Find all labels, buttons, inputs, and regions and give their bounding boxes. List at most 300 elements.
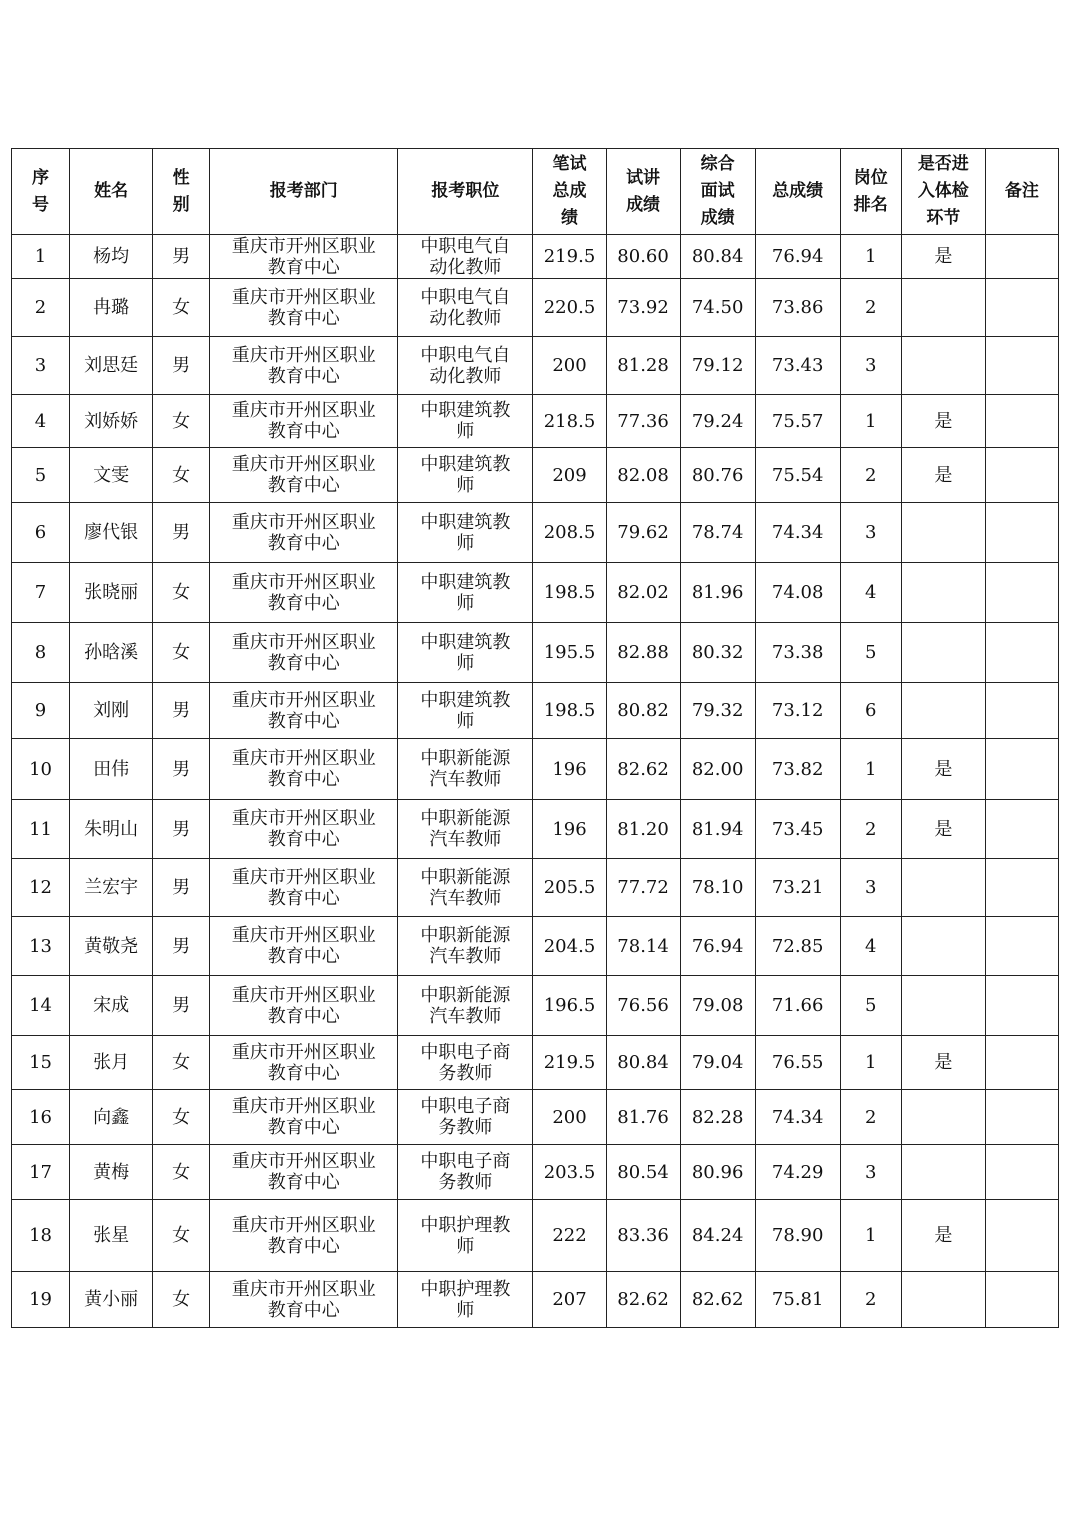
cell-dept-line: 重庆市开州区职业 bbox=[231, 235, 376, 257]
cell-note bbox=[985, 563, 1058, 623]
cell-lecture-score: 81.28 bbox=[606, 337, 680, 395]
cell-total-score: 76.94 bbox=[755, 235, 840, 279]
table-row bbox=[12, 623, 1059, 683]
cell-gender: 男 bbox=[153, 337, 210, 395]
cell-physical-exam: 是 bbox=[901, 1036, 985, 1090]
cell-dept-line: 重庆市开州区职业 bbox=[231, 1041, 376, 1063]
cell-no: 17 bbox=[12, 1145, 70, 1200]
cell-dept-line: 重庆市开州区职业 bbox=[231, 748, 376, 769]
cell-lecture-score: 82.02 bbox=[606, 563, 680, 623]
cell-name: 兰宏宇 bbox=[70, 859, 153, 917]
header-label-line: 绩 bbox=[561, 208, 578, 228]
cell-position-line: 务教师 bbox=[438, 1117, 493, 1138]
cell-no: 5 bbox=[12, 448, 70, 503]
table-header-row bbox=[12, 149, 1059, 235]
cell-rank: 1 bbox=[840, 1200, 901, 1272]
cell-interview-score: 79.08 bbox=[680, 976, 755, 1036]
cell-note bbox=[985, 623, 1058, 683]
header-label-line: 综合 bbox=[700, 154, 735, 174]
cell-dept bbox=[210, 976, 398, 1036]
cell-name: 朱明山 bbox=[70, 800, 153, 859]
cell-dept bbox=[210, 859, 398, 917]
cell-name: 刘刚 bbox=[70, 683, 153, 739]
table-row bbox=[12, 859, 1059, 917]
cell-name: 文雯 bbox=[70, 448, 153, 503]
header-label-line: 试讲 bbox=[626, 167, 661, 188]
cell-dept-line: 教育中心 bbox=[267, 307, 340, 329]
cell-name: 刘娇娇 bbox=[70, 395, 153, 448]
header-position bbox=[398, 149, 533, 235]
cell-dept-line: 重庆市开州区职业 bbox=[231, 984, 376, 1006]
cell-position bbox=[398, 1272, 533, 1328]
cell-note bbox=[985, 395, 1058, 448]
header-name bbox=[70, 149, 153, 235]
cell-note bbox=[985, 1145, 1058, 1200]
cell-dept bbox=[210, 563, 398, 623]
table-row bbox=[12, 563, 1059, 623]
cell-dept-line: 重庆市开州区职业 bbox=[231, 286, 376, 308]
cell-total-score: 76.55 bbox=[755, 1036, 840, 1090]
cell-name: 孙晗溪 bbox=[70, 623, 153, 683]
cell-rank: 1 bbox=[840, 739, 901, 800]
cell-gender: 女 bbox=[153, 395, 210, 448]
cell-dept bbox=[210, 917, 398, 976]
cell-position bbox=[398, 395, 533, 448]
cell-lecture-score: 80.84 bbox=[606, 1036, 680, 1090]
cell-physical-exam: 是 bbox=[901, 395, 985, 448]
cell-lecture-score: 76.56 bbox=[606, 976, 680, 1036]
cell-name: 宋成 bbox=[70, 976, 153, 1036]
cell-position-line: 汽车教师 bbox=[429, 769, 502, 790]
cell-position-line: 务教师 bbox=[438, 1172, 493, 1193]
cell-dept-line: 重庆市开州区职业 bbox=[231, 866, 376, 888]
header-label-line: 排名 bbox=[853, 194, 888, 215]
cell-rank: 3 bbox=[840, 1145, 901, 1200]
cell-rank: 2 bbox=[840, 800, 901, 859]
cell-lecture-score: 80.60 bbox=[606, 235, 680, 279]
cell-position-line: 师 bbox=[456, 1299, 475, 1321]
cell-physical-exam bbox=[901, 1145, 985, 1200]
header-label-line: 总成绩 bbox=[772, 181, 824, 201]
cell-no: 19 bbox=[12, 1272, 70, 1328]
cell-written-score: 207 bbox=[533, 1272, 606, 1328]
cell-no: 4 bbox=[12, 395, 70, 448]
cell-dept bbox=[210, 1145, 398, 1200]
cell-note bbox=[985, 1036, 1058, 1090]
cell-total-score: 71.66 bbox=[755, 976, 840, 1036]
cell-position-line: 中职电气自 bbox=[420, 235, 511, 257]
results-table bbox=[11, 148, 1059, 1328]
header-rank bbox=[840, 149, 901, 235]
cell-rank: 3 bbox=[840, 503, 901, 563]
cell-rank: 1 bbox=[840, 235, 901, 279]
cell-dept-line: 重庆市开州区职业 bbox=[231, 1151, 376, 1172]
cell-position-line: 师 bbox=[456, 475, 475, 496]
cell-position-line: 中职新能源 bbox=[420, 925, 511, 946]
cell-no: 18 bbox=[12, 1200, 70, 1272]
cell-position-line: 师 bbox=[456, 652, 475, 674]
cell-written-score: 220.5 bbox=[533, 279, 606, 337]
cell-name: 张月 bbox=[70, 1036, 153, 1090]
cell-rank: 5 bbox=[840, 623, 901, 683]
table-row bbox=[12, 235, 1059, 279]
cell-position-line: 中职电气自 bbox=[420, 286, 511, 308]
cell-dept-line: 教育中心 bbox=[267, 475, 340, 496]
cell-interview-score: 82.28 bbox=[680, 1090, 755, 1145]
header-label-line: 报考职位 bbox=[431, 181, 500, 201]
cell-gender: 女 bbox=[153, 623, 210, 683]
cell-dept bbox=[210, 235, 398, 279]
cell-dept bbox=[210, 800, 398, 859]
cell-position-line: 中职新能源 bbox=[420, 748, 511, 769]
cell-dept bbox=[210, 395, 398, 448]
cell-interview-score: 79.32 bbox=[680, 683, 755, 739]
header-label-line: 号 bbox=[32, 194, 50, 215]
cell-position bbox=[398, 859, 533, 917]
table-row bbox=[12, 976, 1059, 1036]
cell-note bbox=[985, 1200, 1058, 1272]
cell-rank: 1 bbox=[840, 395, 901, 448]
cell-dept-line: 重庆市开州区职业 bbox=[231, 1096, 376, 1117]
header-label-line: 是否进 bbox=[917, 154, 969, 174]
cell-written-score: 198.5 bbox=[533, 683, 606, 739]
cell-dept bbox=[210, 279, 398, 337]
cell-total-score: 73.43 bbox=[755, 337, 840, 395]
table-row bbox=[12, 395, 1059, 448]
cell-note bbox=[985, 235, 1058, 279]
cell-position bbox=[398, 235, 533, 279]
cell-note bbox=[985, 503, 1058, 563]
cell-physical-exam bbox=[901, 917, 985, 976]
cell-name: 黄敬尧 bbox=[70, 917, 153, 976]
table-row bbox=[12, 337, 1059, 395]
cell-dept bbox=[210, 1036, 398, 1090]
table-row bbox=[12, 1145, 1059, 1200]
cell-dept-line: 教育中心 bbox=[267, 946, 340, 967]
cell-position-line: 中职新能源 bbox=[420, 866, 511, 888]
cell-gender: 男 bbox=[153, 683, 210, 739]
cell-interview-score: 80.32 bbox=[680, 623, 755, 683]
cell-dept-line: 重庆市开州区职业 bbox=[231, 1278, 376, 1300]
cell-dept-line: 重庆市开州区职业 bbox=[231, 400, 376, 421]
cell-dept-line: 教育中心 bbox=[267, 769, 340, 790]
cell-written-score: 208.5 bbox=[533, 503, 606, 563]
header-label-line: 笔试 bbox=[552, 154, 587, 174]
cell-total-score: 75.81 bbox=[755, 1272, 840, 1328]
cell-dept-line: 教育中心 bbox=[267, 1299, 340, 1321]
cell-gender: 男 bbox=[153, 976, 210, 1036]
cell-lecture-score: 82.62 bbox=[606, 739, 680, 800]
cell-gender: 女 bbox=[153, 563, 210, 623]
cell-name: 黄小丽 bbox=[70, 1272, 153, 1328]
cell-rank: 5 bbox=[840, 976, 901, 1036]
cell-note bbox=[985, 859, 1058, 917]
cell-written-score: 218.5 bbox=[533, 395, 606, 448]
cell-total-score: 73.82 bbox=[755, 739, 840, 800]
cell-total-score: 74.29 bbox=[755, 1145, 840, 1200]
cell-position-line: 中职建筑教 bbox=[420, 689, 511, 711]
cell-gender: 男 bbox=[153, 235, 210, 279]
cell-dept-line: 教育中心 bbox=[267, 532, 340, 554]
table-row bbox=[12, 448, 1059, 503]
cell-gender: 女 bbox=[153, 1090, 210, 1145]
cell-dept bbox=[210, 448, 398, 503]
cell-dept bbox=[210, 1090, 398, 1145]
cell-interview-score: 81.94 bbox=[680, 800, 755, 859]
header-label-line: 备注 bbox=[1004, 181, 1039, 201]
cell-position bbox=[398, 623, 533, 683]
cell-position bbox=[398, 503, 533, 563]
cell-physical-exam: 是 bbox=[901, 739, 985, 800]
cell-dept-line: 教育中心 bbox=[267, 1172, 340, 1193]
cell-physical-exam: 是 bbox=[901, 448, 985, 503]
cell-interview-score: 78.10 bbox=[680, 859, 755, 917]
cell-position-line: 中职建筑教 bbox=[420, 571, 511, 593]
cell-position bbox=[398, 1145, 533, 1200]
table-row bbox=[12, 1036, 1059, 1090]
cell-written-score: 196 bbox=[533, 739, 606, 800]
cell-interview-score: 78.74 bbox=[680, 503, 755, 563]
cell-total-score: 73.86 bbox=[755, 279, 840, 337]
cell-total-score: 73.45 bbox=[755, 800, 840, 859]
table-row bbox=[12, 917, 1059, 976]
cell-gender: 女 bbox=[153, 279, 210, 337]
cell-no: 7 bbox=[12, 563, 70, 623]
cell-dept-line: 教育中心 bbox=[267, 1062, 340, 1084]
cell-name: 田伟 bbox=[70, 739, 153, 800]
cell-written-score: 195.5 bbox=[533, 623, 606, 683]
cell-dept-line: 重庆市开州区职业 bbox=[231, 808, 376, 829]
cell-no: 10 bbox=[12, 739, 70, 800]
cell-lecture-score: 81.76 bbox=[606, 1090, 680, 1145]
cell-position-line: 师 bbox=[456, 1235, 475, 1257]
header-exam bbox=[901, 149, 985, 235]
cell-interview-score: 82.62 bbox=[680, 1272, 755, 1328]
cell-position-line: 中职电子商 bbox=[420, 1151, 511, 1172]
cell-no: 1 bbox=[12, 235, 70, 279]
cell-written-score: 209 bbox=[533, 448, 606, 503]
cell-dept-line: 教育中心 bbox=[267, 652, 340, 674]
cell-dept-line: 重庆市开州区职业 bbox=[231, 511, 376, 533]
cell-rank: 2 bbox=[840, 1090, 901, 1145]
cell-no: 12 bbox=[12, 859, 70, 917]
cell-interview-score: 79.04 bbox=[680, 1036, 755, 1090]
cell-position-line: 动化教师 bbox=[429, 307, 502, 329]
cell-rank: 6 bbox=[840, 683, 901, 739]
cell-interview-score: 81.96 bbox=[680, 563, 755, 623]
cell-position bbox=[398, 1200, 533, 1272]
header-dept bbox=[210, 149, 398, 235]
cell-lecture-score: 82.88 bbox=[606, 623, 680, 683]
cell-interview-score: 80.84 bbox=[680, 235, 755, 279]
cell-lecture-score: 79.62 bbox=[606, 503, 680, 563]
header-label-line: 成绩 bbox=[700, 208, 735, 228]
cell-dept-line: 教育中心 bbox=[267, 829, 340, 850]
cell-no: 11 bbox=[12, 800, 70, 859]
cell-written-score: 219.5 bbox=[533, 235, 606, 279]
cell-no: 16 bbox=[12, 1090, 70, 1145]
cell-name: 张星 bbox=[70, 1200, 153, 1272]
cell-position bbox=[398, 1036, 533, 1090]
cell-no: 6 bbox=[12, 503, 70, 563]
cell-note bbox=[985, 917, 1058, 976]
cell-dept-line: 重庆市开州区职业 bbox=[231, 925, 376, 946]
cell-dept-line: 教育中心 bbox=[267, 421, 340, 442]
cell-dept bbox=[210, 503, 398, 563]
cell-dept-line: 重庆市开州区职业 bbox=[231, 689, 376, 711]
cell-rank: 3 bbox=[840, 337, 901, 395]
cell-rank: 4 bbox=[840, 917, 901, 976]
cell-written-score: 222 bbox=[533, 1200, 606, 1272]
header-label-line: 总成 bbox=[552, 181, 587, 201]
cell-position bbox=[398, 976, 533, 1036]
cell-lecture-score: 77.72 bbox=[606, 859, 680, 917]
cell-dept bbox=[210, 623, 398, 683]
cell-written-score: 196 bbox=[533, 800, 606, 859]
table-row bbox=[12, 683, 1059, 739]
cell-position-line: 中职电气自 bbox=[420, 344, 511, 366]
cell-gender: 男 bbox=[153, 503, 210, 563]
cell-physical-exam bbox=[901, 1090, 985, 1145]
cell-dept bbox=[210, 1272, 398, 1328]
cell-physical-exam bbox=[901, 683, 985, 739]
cell-dept-line: 教育中心 bbox=[267, 887, 340, 909]
header-label-line: 岗位 bbox=[853, 167, 888, 188]
cell-position bbox=[398, 917, 533, 976]
cell-interview-score: 84.24 bbox=[680, 1200, 755, 1272]
cell-name: 向鑫 bbox=[70, 1090, 153, 1145]
cell-interview-score: 79.12 bbox=[680, 337, 755, 395]
cell-lecture-score: 80.54 bbox=[606, 1145, 680, 1200]
cell-no: 14 bbox=[12, 976, 70, 1036]
cell-lecture-score: 73.92 bbox=[606, 279, 680, 337]
table-row bbox=[12, 1272, 1059, 1328]
cell-position bbox=[398, 448, 533, 503]
cell-position bbox=[398, 337, 533, 395]
cell-note bbox=[985, 279, 1058, 337]
cell-note bbox=[985, 1272, 1058, 1328]
cell-gender: 女 bbox=[153, 1145, 210, 1200]
cell-dept-line: 教育中心 bbox=[267, 1235, 340, 1257]
cell-rank: 1 bbox=[840, 1036, 901, 1090]
cell-note bbox=[985, 337, 1058, 395]
cell-note bbox=[985, 683, 1058, 739]
cell-gender: 男 bbox=[153, 917, 210, 976]
cell-dept bbox=[210, 739, 398, 800]
cell-dept bbox=[210, 683, 398, 739]
cell-no: 15 bbox=[12, 1036, 70, 1090]
cell-total-score: 75.57 bbox=[755, 395, 840, 448]
header-label-line: 报考部门 bbox=[269, 181, 338, 201]
cell-physical-exam bbox=[901, 563, 985, 623]
cell-written-score: 204.5 bbox=[533, 917, 606, 976]
cell-gender: 女 bbox=[153, 448, 210, 503]
cell-physical-exam bbox=[901, 1272, 985, 1328]
cell-interview-score: 76.94 bbox=[680, 917, 755, 976]
cell-position-line: 中职建筑教 bbox=[420, 631, 511, 653]
cell-gender: 女 bbox=[153, 1272, 210, 1328]
cell-dept-line: 教育中心 bbox=[267, 592, 340, 614]
cell-written-score: 205.5 bbox=[533, 859, 606, 917]
table-row bbox=[12, 503, 1059, 563]
cell-name: 黄梅 bbox=[70, 1145, 153, 1200]
header-label-line: 环节 bbox=[926, 208, 961, 228]
cell-position bbox=[398, 1090, 533, 1145]
cell-lecture-score: 80.82 bbox=[606, 683, 680, 739]
cell-position-line: 师 bbox=[456, 532, 475, 554]
cell-dept-line: 教育中心 bbox=[267, 1005, 340, 1027]
table-row bbox=[12, 279, 1059, 337]
cell-position-line: 务教师 bbox=[438, 1062, 493, 1084]
cell-dept-line: 教育中心 bbox=[267, 256, 340, 278]
cell-dept-line: 教育中心 bbox=[267, 365, 340, 387]
cell-rank: 2 bbox=[840, 279, 901, 337]
cell-position-line: 中职建筑教 bbox=[420, 454, 511, 475]
header-lecture bbox=[606, 149, 680, 235]
cell-total-score: 74.34 bbox=[755, 1090, 840, 1145]
cell-rank: 2 bbox=[840, 1272, 901, 1328]
cell-gender: 男 bbox=[153, 739, 210, 800]
cell-dept-line: 重庆市开州区职业 bbox=[231, 344, 376, 366]
cell-position-line: 汽车教师 bbox=[429, 829, 502, 850]
cell-position-line: 汽车教师 bbox=[429, 887, 502, 909]
cell-position-line: 中职建筑教 bbox=[420, 400, 511, 421]
cell-position bbox=[398, 563, 533, 623]
header-label-line: 别 bbox=[172, 194, 190, 215]
cell-written-score: 198.5 bbox=[533, 563, 606, 623]
table-row bbox=[12, 739, 1059, 800]
cell-written-score: 196.5 bbox=[533, 976, 606, 1036]
cell-name: 廖代银 bbox=[70, 503, 153, 563]
header-written bbox=[533, 149, 606, 235]
cell-dept bbox=[210, 337, 398, 395]
cell-total-score: 78.90 bbox=[755, 1200, 840, 1272]
cell-position bbox=[398, 279, 533, 337]
cell-name: 杨均 bbox=[70, 235, 153, 279]
cell-name: 张晓丽 bbox=[70, 563, 153, 623]
table-row bbox=[12, 1090, 1059, 1145]
cell-position-line: 动化教师 bbox=[429, 365, 502, 387]
cell-interview-score: 74.50 bbox=[680, 279, 755, 337]
cell-written-score: 200 bbox=[533, 337, 606, 395]
cell-dept bbox=[210, 1200, 398, 1272]
cell-total-score: 73.38 bbox=[755, 623, 840, 683]
header-label-line: 姓名 bbox=[94, 181, 129, 201]
cell-dept-line: 重庆市开州区职业 bbox=[231, 571, 376, 593]
header-label-line: 序 bbox=[32, 167, 50, 188]
cell-gender: 女 bbox=[153, 1200, 210, 1272]
cell-no: 3 bbox=[12, 337, 70, 395]
cell-note bbox=[985, 976, 1058, 1036]
table-row bbox=[12, 800, 1059, 859]
cell-total-score: 73.21 bbox=[755, 859, 840, 917]
cell-lecture-score: 83.36 bbox=[606, 1200, 680, 1272]
cell-physical-exam bbox=[901, 859, 985, 917]
cell-dept-line: 教育中心 bbox=[267, 710, 340, 732]
header-gender bbox=[153, 149, 210, 235]
cell-rank: 4 bbox=[840, 563, 901, 623]
cell-physical-exam: 是 bbox=[901, 235, 985, 279]
cell-position-line: 中职电子商 bbox=[420, 1096, 511, 1117]
cell-position-line: 中职护理教 bbox=[420, 1214, 511, 1236]
cell-physical-exam bbox=[901, 503, 985, 563]
cell-total-score: 75.54 bbox=[755, 448, 840, 503]
cell-gender: 女 bbox=[153, 1036, 210, 1090]
cell-dept-line: 重庆市开州区职业 bbox=[231, 631, 376, 653]
header-label-line: 入体检 bbox=[917, 181, 969, 201]
cell-lecture-score: 82.62 bbox=[606, 1272, 680, 1328]
cell-physical-exam: 是 bbox=[901, 800, 985, 859]
